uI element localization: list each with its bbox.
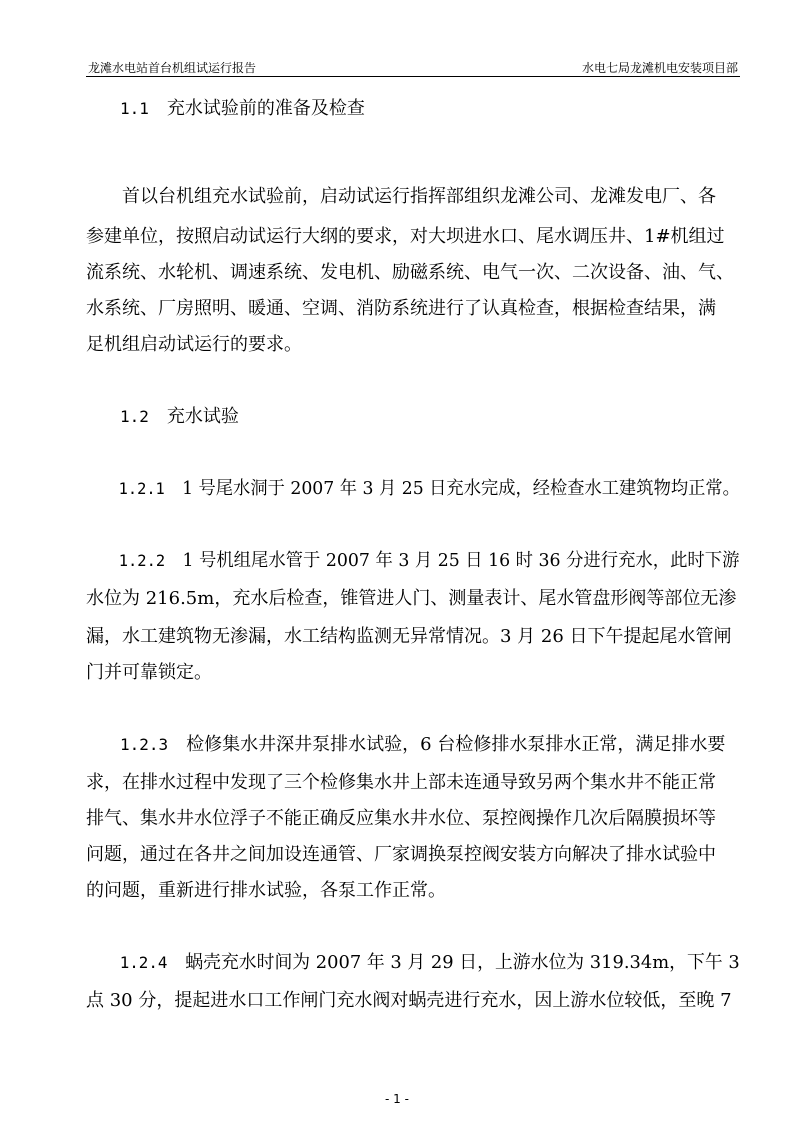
paragraph-line: [86, 620, 740, 654]
page-header: [86, 56, 740, 76]
paragraph-line: [86, 180, 740, 214]
line-text: 漏，水工建筑物无渗漏，水工结构监测无异常情况。3 月 26 日下午提起尾水管闸: [86, 626, 732, 647]
line-text: 足机组启动试运行的要求。: [86, 334, 302, 355]
paragraph-line: [86, 802, 740, 836]
line-text: 1 号机组尾水管于 2007 年 3 月 25 日 16 时 36 分进行充水，此时下游: [182, 550, 740, 571]
section-1-2-1: [86, 472, 740, 506]
line-text: 水位为 216.5m，充水后检查，锥管进人门、测量表计、尾水管盘形阀等部位无渗: [86, 588, 737, 609]
line-text: 问题，通过在各井之间加设连通管、厂家调换泵控阀安装方向解决了排水试验中: [86, 844, 716, 865]
line-text: 点 30 分，提起进水口工作闸门充水阀对蜗壳进行充水，因上游水位较低，至晚 7: [86, 990, 732, 1011]
line-text: 的问题，重新进行排水试验，各泵工作正常。: [86, 880, 446, 901]
line-text: 1 号尾水洞于 2007 年 3 月 25 日充水完成，经检查水工建筑物均正常。: [182, 478, 740, 499]
paragraph-line: [86, 874, 740, 908]
section-heading-1-2: [86, 400, 740, 434]
paragraph-line: [86, 292, 740, 326]
header-report-title: 龙滩水电站首台机组试运行报告: [88, 61, 257, 75]
line-text: 首以台机组充水试验前，启动试运行指挥部组织龙滩公司、龙滩发电厂、各: [122, 186, 716, 207]
section-number: 1.2: [120, 407, 149, 426]
section-1-2-2: [86, 544, 740, 578]
paragraph-line: [86, 582, 740, 616]
section-1-2-4: [86, 946, 740, 980]
line-text: 流系统、水轮机、调速系统、发电机、励磁系统、电气一次、二次设备、油、气、: [86, 262, 734, 283]
line-text: 门并可靠锁定。: [86, 662, 212, 683]
line-text: 水系统、厂房照明、暖通、空调、消防系统进行了认真检查，根据检查结果，满: [86, 298, 716, 319]
line-text: 蜗壳充水时间为 2007 年 3 月 29 日，上游水位为 319.34m，下午 3: [185, 952, 740, 973]
paragraph-line: [86, 984, 740, 1018]
line-text: 检修集水井深井泵排水试验，6 台检修排水泵排水正常，满足排水要: [186, 734, 726, 755]
section-number: 1.2.3: [120, 735, 169, 754]
paragraph-line: [86, 656, 740, 690]
line-text: 排气、集水井水位浮子不能正确反应集水井水位、泵控阀操作几次后隔膜损坏等: [86, 808, 716, 829]
paragraph-line: [86, 766, 740, 800]
section-number: 1.2.2: [118, 551, 166, 570]
section-1-2-3: [86, 728, 740, 762]
header-rule: [86, 76, 740, 77]
section-title: 充水试验前的准备及检查: [166, 98, 365, 119]
section-number: 1.1: [120, 99, 149, 118]
section-number: 1.2.1: [118, 479, 165, 498]
page-number: - 1 -: [385, 1092, 409, 1106]
paragraph-line: [86, 328, 740, 362]
line-text: 求，在排水过程中发现了三个检修集水井上部未连通导致另两个集水井不能正常: [86, 772, 716, 793]
section-title: 充水试验: [166, 406, 239, 427]
paragraph-line: [86, 838, 740, 872]
section-heading-1-1: [86, 92, 740, 126]
header-department: 水电七局龙滩机电安装项目部: [581, 61, 738, 75]
line-text: 参建单位，按照启动试运行大纲的要求，对大坝进水口、尾水调压井、1#机组过: [86, 226, 725, 247]
paragraph-line: [86, 220, 740, 254]
section-number: 1.2.4: [119, 953, 168, 972]
paragraph-line: [86, 256, 740, 290]
